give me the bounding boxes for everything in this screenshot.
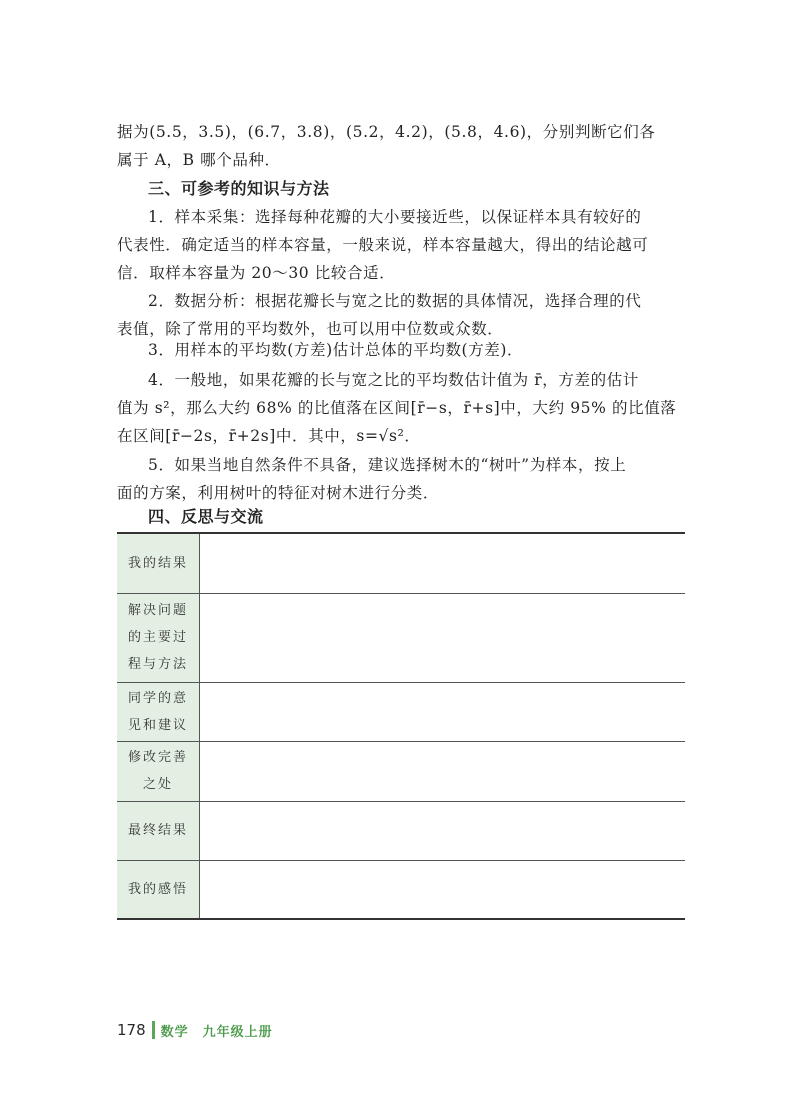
reflection-table — [117, 532, 685, 920]
section-4-heading: 四、反思与交流 — [148, 507, 264, 526]
page-footer — [117, 1019, 273, 1041]
table-row — [117, 682, 685, 741]
item-4-paragraph — [117, 366, 687, 450]
footer-subject: 数学 — [160, 1024, 189, 1040]
item-5-paragraph — [117, 451, 687, 507]
row-label-classmate-advice: 同学的意见和建议 — [117, 682, 200, 741]
answer-cell-classmate-advice[interactable] — [200, 682, 686, 741]
item-1-line-3: 信．取样本容量为 20～30 比较合适． — [117, 264, 396, 282]
item-3-line-1: 3．用样本的平均数(方差)估计总体的平均数(方差)． — [148, 341, 524, 359]
answer-cell-my-feelings[interactable] — [200, 860, 686, 919]
row-label-improvements: 修改完善之处 — [117, 741, 200, 801]
item-3-paragraph — [117, 336, 687, 364]
row-label-process-method: 解决问题的主要过程与方法 — [117, 593, 200, 682]
row-label-my-result: 我的结果 — [117, 533, 200, 593]
table-row — [117, 860, 685, 919]
table-row — [117, 533, 685, 593]
footer-divider — [152, 1021, 155, 1039]
intro-line-2: 属于 A，B 哪个品种． — [117, 151, 281, 169]
intro-paragraph — [117, 118, 687, 174]
item-4-line-3: 在区间[r̄−2s，r̄+2s]中．其中，s=√s²． — [117, 427, 421, 445]
item-4-line-2: 值为 s²，那么大约 68% 的比值落在区间[r̄−s，r̄+s]中，大约 95% 的比值落 — [117, 399, 677, 417]
answer-cell-process-method[interactable] — [200, 593, 686, 682]
item-5-line-1: 5．如果当地自然条件不具备，建议选择树木的“树叶”为样本，按上 — [148, 456, 627, 474]
section-3-heading: 三、可参考的知识与方法 — [148, 179, 330, 198]
table-row — [117, 741, 685, 801]
item-1-line-1: 1．样本采集：选择每种花瓣的大小要接近些，以保证样本具有较好的 — [148, 208, 642, 226]
answer-cell-improvements[interactable] — [200, 741, 686, 801]
answer-cell-final-result[interactable] — [200, 801, 686, 860]
item-1-line-2: 代表性．确定适当的样本容量，一般来说，样本容量越大，得出的结论越可 — [117, 236, 649, 254]
page-number: 178 — [117, 1021, 146, 1039]
table-row — [117, 801, 685, 860]
item-2-line-2: 表值，除了常用的平均数外，也可以用中位数或众数． — [117, 320, 504, 338]
footer-book-title: 九年级上册 — [202, 1024, 273, 1040]
row-label-my-feelings: 我的感悟 — [117, 860, 200, 919]
item-1-paragraph — [117, 203, 687, 287]
item-5-line-2: 面的方案，利用树叶的特征对树木进行分类． — [117, 484, 440, 502]
table-row — [117, 593, 685, 682]
intro-line-1: 据为(5.5，3.5)，(6.7，3.8)，(5.2，4.2)，(5.8，4.6)，分别判断它们各 — [117, 123, 656, 141]
row-label-final-result: 最终结果 — [117, 801, 200, 860]
item-2-paragraph — [117, 287, 687, 343]
item-4-line-1: 4．一般地，如果花瓣的长与宽之比的平均数估计值为 r̄，方差的估计 — [148, 371, 639, 389]
answer-cell-my-result[interactable] — [200, 533, 686, 593]
item-2-line-1: 2．数据分析：根据花瓣长与宽之比的数据的具体情况，选择合理的代 — [148, 292, 642, 310]
